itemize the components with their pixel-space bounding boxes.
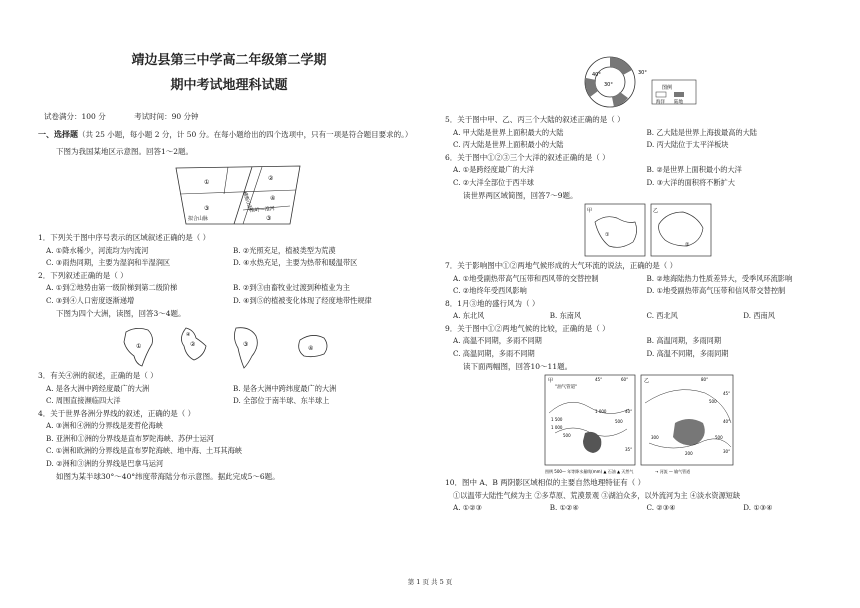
question-8-options <box>445 310 840 323</box>
question-1: 1．下列关于图中序号表示的区域叙述正确的是（ ） <box>38 233 211 242</box>
question-4: 4．关于世界各洲分界线的叙述，正确的是（ ） <box>38 408 196 418</box>
fig5-right-label: 乙 <box>644 378 650 384</box>
fig4-label-2: ② <box>685 242 690 248</box>
question-2: 2．下列叙述正确的是（ ） <box>38 270 128 280</box>
q2-option-c[interactable]: C. ③到④人口密度逐渐递增 <box>46 295 135 305</box>
fig3-degree-mid: 40° <box>592 72 601 78</box>
q7-option-b[interactable]: B. ②地海陆热力性质差异大，受季风环流影响 <box>646 273 793 283</box>
q2-option-a[interactable]: A. ①到②地势由第一级阶梯到第二级阶梯 <box>46 283 178 292</box>
fig5-ref-line: "油气管道" <box>555 385 578 390</box>
fig1-label-2: ② <box>268 175 274 182</box>
time-info: 考试时间：90 分钟 <box>134 112 199 121</box>
fig1-mountain-label: 拟合山脉 <box>188 216 209 222</box>
fig2-label-5: ④ <box>186 332 191 338</box>
q10-option-c[interactable]: C. ②③④ <box>646 503 676 512</box>
fig5-iso-1: 1 500 <box>551 417 563 422</box>
q9-option-c[interactable]: C. 高温同期，多雨不同期 <box>453 348 535 358</box>
question-9: 9．关于图中①②两地气候的比较，正确的是（ ） <box>445 323 610 333</box>
score-info: 试卷满分：100 分 <box>44 112 106 121</box>
pipeline-maps <box>445 373 840 477</box>
q6-option-a[interactable]: A. ①是跨经度最广的大洋 <box>453 165 534 174</box>
fig3-legend-land: 陆地 <box>674 100 683 105</box>
q10-option-b[interactable]: B. ①②④ <box>549 503 579 512</box>
q3-option-a[interactable]: A. 是各大洲中跨经度最广的大洲 <box>46 383 150 393</box>
fig5-deg-3: 40° <box>625 409 633 414</box>
page-footer: 第 1 页 共 5 页 <box>407 578 453 586</box>
fig5-left-label: 甲 <box>548 378 554 384</box>
continents-map <box>38 320 420 370</box>
fig1-label-4: ④ <box>270 195 276 202</box>
fig5-iso-4: 500 <box>615 419 623 424</box>
q4-option-d[interactable]: D. ②洲和③洲的分界线是巴拿马运河 <box>46 458 164 468</box>
question-7: 7．关于影响图中①②两地气候形成的大气环流的说法，正确的是（ ） <box>445 261 678 270</box>
q3-option-d[interactable]: D. 全部位于南半球、东半球上 <box>233 396 330 405</box>
question-3: 3．有关④洲的叙述，正确的是（ ） <box>38 371 158 380</box>
fig3-legend-title: 图例 <box>662 85 673 91</box>
q10-option-d[interactable]: D. ①③④ <box>743 503 773 512</box>
fig5-deg-4: 35° <box>625 447 633 452</box>
china-region-figure <box>38 160 420 232</box>
prompt-5-6: 如图为某半球30°～40°纬度带海陆分布示意图。据此完成5～6题。 <box>56 472 280 481</box>
fig2-label-2: ② <box>190 341 196 348</box>
question-3-options <box>38 383 420 408</box>
question-2-options <box>38 282 420 307</box>
q5-option-a[interactable]: A. 甲大陆是世界上面积最大的大陆 <box>453 127 564 137</box>
q3-option-b[interactable]: B. 是各大洲中跨纬度最广的大洲 <box>233 383 337 393</box>
fig5-legend-left: 图例 500— 年等降水量线(mm) ▲ 石油 ▲ 天然气 <box>545 469 634 474</box>
question-6: 6．关于图中①②③三个大洋的叙述正确的是（ ） <box>445 152 610 162</box>
q2-option-b[interactable]: B. ②到③由畜牧业过渡到种植业为主 <box>233 283 350 292</box>
fig5-iso-6: 500 <box>709 399 717 404</box>
prompt-1-2: 下图为我国某地区示意图。回答1～2题。 <box>56 147 194 156</box>
fig5-iso-9: 500 <box>715 435 723 440</box>
pipeline-figure <box>445 373 840 477</box>
fig2-label-4: ④ <box>308 345 314 352</box>
latitude-belt-map <box>570 52 720 110</box>
fig2-label-3: ③ <box>243 341 249 348</box>
q9-option-d[interactable]: D. 高温不同期，多雨同期 <box>646 348 729 358</box>
question-10-options <box>445 502 840 515</box>
q6-option-b[interactable]: B. ②是世界上面积最小的大洋 <box>646 165 742 174</box>
fig1-label-3: ③ <box>204 205 210 212</box>
q8-option-d[interactable]: D. 西南风 <box>743 311 775 320</box>
q7-option-c[interactable]: C. ②地终年受西风影响 <box>453 286 527 295</box>
fig5-iso-2: 1 000 <box>551 425 563 430</box>
q7-option-d[interactable]: D. ①地受副热带高气压带和信风带交替控制 <box>646 286 786 295</box>
prompt-10-11: 读下面两幅图，回答10～11题。 <box>463 362 573 371</box>
fig5-iso-7: 300 <box>651 435 659 440</box>
fig3-degree-inner: 30° <box>604 82 613 88</box>
question-8: 8．1月③地的盛行风为（ ） <box>445 298 540 308</box>
section1-header <box>38 128 420 141</box>
q4-option-a[interactable]: A. ③洲和④洲的分界线是麦哲伦海峡 <box>46 421 163 430</box>
fig5-legend-right: → 河流 — 输气管道 <box>655 469 691 474</box>
q8-option-c[interactable]: C. 西北风 <box>646 311 678 320</box>
q8-option-b[interactable]: B. 东南风 <box>549 311 582 320</box>
q4-option-c[interactable]: C. ①洲和欧洲的分界线是直布罗陀海峡、地中海、土耳其海峡 <box>46 446 242 455</box>
question-1-options <box>38 245 420 270</box>
q5-option-b[interactable]: B. 乙大陆是世界上海拔最高的大陆 <box>646 127 757 137</box>
fig5-deg-5: 80° <box>701 377 709 382</box>
fig5-iso-3: 500 <box>563 433 571 438</box>
q1-option-a[interactable]: A. ①降水稀少，河流均为内流河 <box>46 245 149 255</box>
q4-option-b[interactable]: B. 亚洲和①洲的分界线是直布罗陀海峡、苏伊士运河 <box>46 433 214 443</box>
fig3-degree-outer: 30° <box>638 70 647 76</box>
question-5: 5．关于图中甲、乙、丙三个大陆的叙述正确的是（ ） <box>445 115 625 124</box>
latitude-belt-figure <box>570 52 720 110</box>
q6-option-d[interactable]: D. ③大洋的面积将不断扩大 <box>646 177 735 187</box>
fig1-label-1: ① <box>204 179 210 186</box>
continents-figure <box>38 320 420 370</box>
q5-option-c[interactable]: C. 丙大陆是世界上面积最小的大陆 <box>453 140 564 149</box>
question-10-items: ①以温带大陆性气候为主 ②多草原、荒漠景观 ③湖泊众多，以外流河为主 ④淡水资源短缺 <box>453 490 741 500</box>
fig3-legend-sea: 海洋 <box>656 100 665 105</box>
fig5-deg-1: 45° <box>595 377 603 382</box>
fig1-line-label: 南岭—淮河 <box>249 205 276 214</box>
q6-option-c[interactable]: C. ②大洋全部位于西半球 <box>453 177 534 187</box>
q9-option-b[interactable]: B. 高温同期，多雨同期 <box>646 336 722 345</box>
fig1-label-5: ③ <box>266 215 272 222</box>
china-region-map <box>38 160 420 232</box>
world-regions-figure <box>445 202 840 260</box>
prompt-3-4: 下图为四个大洲，读图，回答3～4题。 <box>56 309 186 318</box>
question-4-options <box>38 420 420 470</box>
q3-option-c[interactable]: C. 周围直接濒临四大洋 <box>46 396 121 405</box>
q1-option-c[interactable]: C. ③雨热同期，主要为湿润和半湿润区 <box>46 258 171 267</box>
q7-option-a[interactable]: A. ①地受副热带高气压带和西风带的交替控制 <box>453 273 599 283</box>
exam-title-line2: 期中考试地理科试题 <box>170 78 288 93</box>
fig2-label-1: ① <box>136 343 142 350</box>
q5-option-d[interactable]: D. 丙大陆位于太平洋板块 <box>646 140 729 149</box>
q10-option-a[interactable]: A. ①②③ <box>453 503 483 512</box>
q8-option-a[interactable]: A. 东北风 <box>453 311 485 320</box>
section-heading: 一、选择题 <box>38 129 78 139</box>
exam-meta <box>38 111 420 122</box>
question-7-options <box>445 273 840 298</box>
q1-option-d[interactable]: D. ④水热充足，主要为热带和暖温带区 <box>233 258 358 267</box>
q9-option-a[interactable]: A. 高温不同期，多雨不同期 <box>453 336 542 345</box>
prompt-7-9: 读世界两区域简图，回答7～9题。 <box>463 191 578 200</box>
q1-option-b[interactable]: B. ②光照充足，植被类型为荒漠 <box>233 245 336 255</box>
fig4-label-jia: 甲 <box>587 208 593 214</box>
fig5-deg-2: 60° <box>621 377 629 382</box>
fig4-label-1: ① <box>605 232 610 238</box>
fig5-iso-8: 200 <box>685 451 693 456</box>
section-intro: （共 25 小题，每小题 2 分，计 50 分。在每小题给出的四个选项中，只有一项是符合题目要求的。） <box>78 130 413 139</box>
fig1-range-label: 横断山脉 <box>241 190 253 212</box>
left-column <box>38 52 420 483</box>
question-10: 10．图中 A、B 两阴影区域相似的主要自然地理特征有（ ） <box>445 478 646 487</box>
question-5-options <box>445 127 840 152</box>
fig5-deg-7: 40° <box>723 419 731 424</box>
world-regions-map <box>445 202 840 260</box>
right-column <box>445 114 840 515</box>
fig5-deg-6: 45° <box>723 391 731 396</box>
question-9-options <box>445 335 840 360</box>
exam-title-line1: 靖边县第三中学高二年级第二学期 <box>131 53 327 68</box>
fig4-label-yi: 乙 <box>653 208 659 214</box>
fig5-deg-8: 30° <box>723 449 731 454</box>
fig5-iso-5: 1 000 <box>595 409 607 414</box>
q2-option-d[interactable]: D. ④到⑤的植被变化体现了经度地带性规律 <box>233 295 372 305</box>
question-6-options <box>445 164 840 189</box>
